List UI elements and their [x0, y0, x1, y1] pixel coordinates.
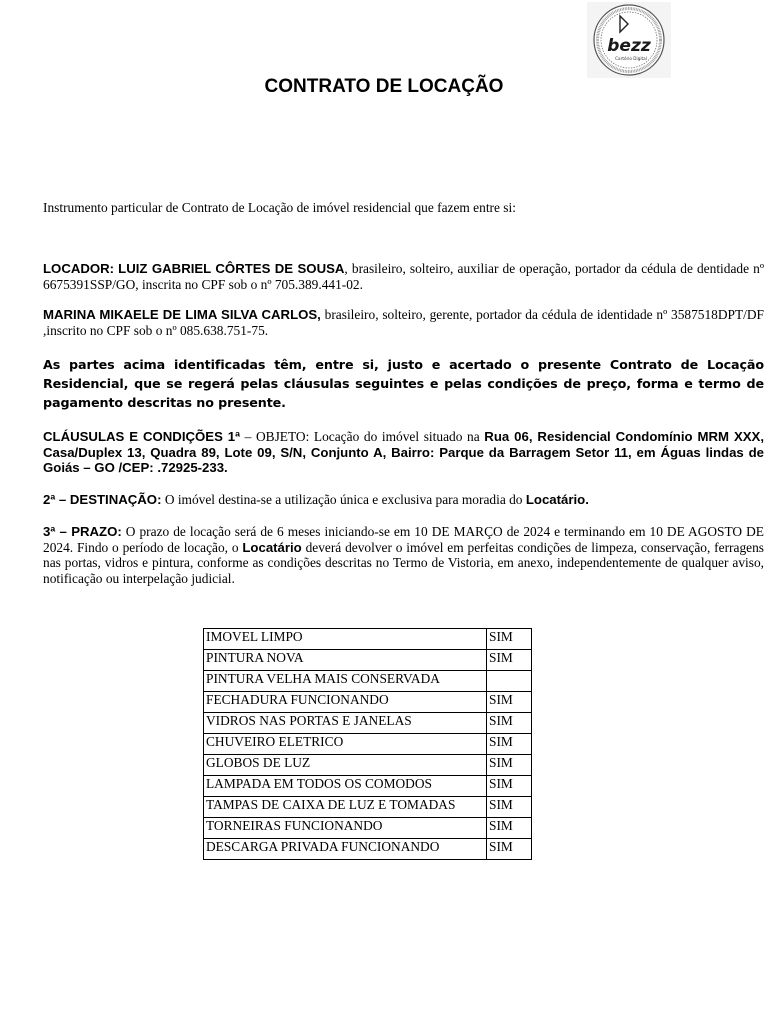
seal-brand: bezz — [607, 36, 651, 56]
seal-subtitle: Cartório Digital — [615, 56, 647, 61]
table-row — [204, 692, 532, 713]
checklist-item: DESCARGA PRIVADA FUNCIONANDO — [204, 839, 487, 860]
checklist-value: SIM — [487, 713, 532, 734]
table-row — [204, 839, 532, 860]
clause-2-term: Locatário. — [525, 492, 589, 507]
clause-3-paragraph — [43, 524, 764, 586]
clause-1-heading: CLÁUSULAS E CONDIÇÕES 1ª — [43, 429, 241, 444]
checklist-value: SIM — [487, 629, 532, 650]
locador-paragraph — [43, 261, 764, 292]
checklist-item: TORNEIRAS FUNCIONANDO — [204, 818, 487, 839]
clause-3-text-b: deverá devolver o imóvel em perfeitas condições de limpeza, conservação, ferragens nas portas, vidros e pintura, conforme as condições descritas no Termo de Vistoria, em anexo, independentemente de qualquer aviso, notificação ou interpelação judicial. — [43, 539, 764, 586]
inspection-checklist-table — [203, 628, 532, 860]
table-row — [204, 734, 532, 755]
intro-paragraph: Instrumento particular de Contrato de Locação de imóvel residencial que fazem entre si: — [43, 200, 516, 215]
clause-2-heading: 2ª – DESTINAÇÃO: — [43, 492, 162, 507]
checklist-item: IMOVEL LIMPO — [204, 629, 487, 650]
checklist-item: CHUVEIRO ELETRICO — [204, 734, 487, 755]
clause-3-heading: 3ª – PRAZO: — [43, 524, 122, 539]
clause-3-text-a: O prazo de locação será de 6 meses iniciando-se em 10 DE MARÇO de 2024 e terminando em 10 DE AGOSTO DE 2024. Findo o período de locação, o — [43, 524, 764, 555]
checklist-item: GLOBOS DE LUZ — [204, 755, 487, 776]
locador-label: LOCADOR: — [43, 261, 115, 276]
checklist-value — [487, 671, 532, 692]
checklist-item: PINTURA VELHA MAIS CONSERVADA — [204, 671, 487, 692]
second-party-paragraph — [43, 307, 764, 338]
table-row — [204, 713, 532, 734]
checklist-value: SIM — [487, 776, 532, 797]
checklist-item: PINTURA NOVA — [204, 650, 487, 671]
table-row — [204, 818, 532, 839]
checklist-item: TAMPAS DE CAIXA DE LUZ E TOMADAS — [204, 797, 487, 818]
checklist-item: LAMPADA EM TODOS OS COMODOS — [204, 776, 487, 797]
table-row — [204, 650, 532, 671]
checklist-value: SIM — [487, 734, 532, 755]
checklist-value: SIM — [487, 797, 532, 818]
table-row — [204, 671, 532, 692]
clause-1-paragraph — [43, 429, 764, 476]
checklist-value: SIM — [487, 692, 532, 713]
table-row — [204, 755, 532, 776]
table-row — [204, 797, 532, 818]
clause-3-term: Locatário — [242, 539, 302, 555]
parties-agreement-paragraph: As partes acima identificadas têm, entre si, justo e acertado o presente Contrato de Locação Residencial, que se regerá pelas cláusulas seguintes e pelas condições de preço, forma e termo de pagamento descritas no presente. — [43, 357, 764, 410]
checklist-value: SIM — [487, 650, 532, 671]
checklist-value: SIM — [487, 839, 532, 860]
second-party-details: brasileiro, solteiro, gerente, portador da cédula de identidade nº 3587518DPT/DF ,inscrito no CPF sob o nº 085.638.751-75. — [43, 307, 764, 338]
clause-2-text: O imóvel destina-se a utilização única e exclusiva para moradia do — [161, 492, 526, 507]
table-row — [204, 629, 532, 650]
second-party-name: MARINA MIKAELE DE LIMA SILVA CARLOS, — [43, 307, 321, 322]
checklist-item: VIDROS NAS PORTAS E JANELAS — [204, 713, 487, 734]
clause-1-text: – OBJETO: Locação do imóvel situado na — [240, 429, 485, 444]
checklist-value: SIM — [487, 818, 532, 839]
table-row — [204, 776, 532, 797]
bezz-digital-notary-seal-icon — [587, 2, 671, 78]
locador-name: LUIZ GABRIEL CÔRTES DE SOUSA — [118, 261, 345, 276]
clause-1-address: Rua 06, Residencial Condomínio MRM XXX, Casa/Duplex 13, Quadra 89, Lote 09, S/N, Conjunto A, Bairro: Parque da Barragem Setor 11, em Águas lindas de Goiás – GO /CEP: .72925-233. — [43, 429, 764, 475]
checklist-item: FECHADURA FUNCIONANDO — [204, 692, 487, 713]
clause-2-paragraph — [43, 492, 764, 508]
locador-details: , brasileiro, solteiro, auxiliar de operação, portador da cédula de dentidade nº 6675391SSP/GO, inscrita no CPF sob o nº 705.389.441-02. — [43, 261, 764, 292]
document-title: CONTRATO DE LOCAÇÃO — [264, 76, 504, 97]
checklist-value: SIM — [487, 755, 532, 776]
